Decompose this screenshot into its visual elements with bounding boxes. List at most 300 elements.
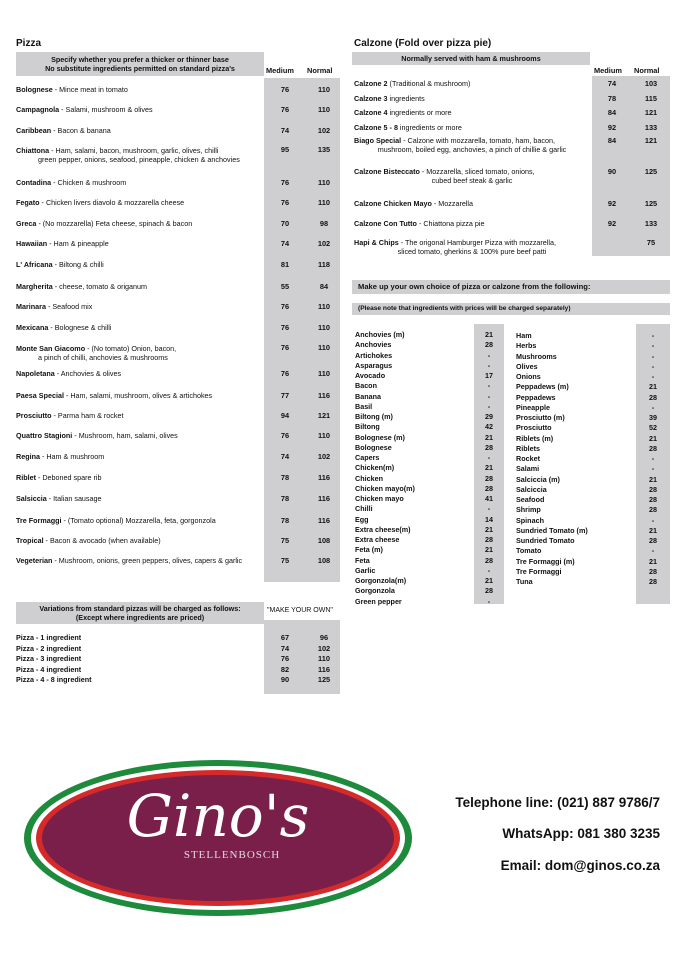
- pizza-item-desc: - Biltong & chilli: [52, 260, 104, 269]
- calzone-item: [354, 199, 590, 208]
- ingredient-name: Onions: [516, 372, 541, 381]
- pizza-note-line1: Specify whether you prefer a thicker or thinner base: [51, 55, 229, 64]
- ingredient-name: Banana: [355, 391, 381, 401]
- variation-normal-price: 110: [318, 654, 330, 663]
- pizza-item-medium-price: 74: [280, 452, 290, 461]
- variation-medium-price: 74: [280, 643, 290, 653]
- ingredient-price: -: [487, 565, 491, 575]
- pizza-item-name: Mexicana: [16, 323, 49, 332]
- pizza-item: [16, 473, 262, 482]
- calzone-title: Calzone (Fold over pizza pie): [354, 38, 492, 49]
- pizza-item-name: Caribbean: [16, 126, 52, 135]
- ingredient-price: -: [651, 454, 655, 463]
- pizza-item-medium-price: 81: [280, 260, 290, 269]
- pizza-col-medium: Medium: [266, 66, 294, 75]
- ingredient-price: 39: [649, 413, 657, 422]
- pizza-item-desc: - Deboned spare rib: [35, 473, 102, 482]
- calzone-item-normal-price: 125: [644, 167, 658, 176]
- pizza-item: [16, 516, 262, 525]
- ingredient-name: Tre Formaggi (m): [516, 556, 575, 566]
- pizza-item-medium-price: 76: [280, 343, 290, 352]
- pizza-item-medium-price: 76: [280, 105, 290, 114]
- calzone-item: [354, 219, 590, 228]
- pizza-item-name: Marinara: [16, 302, 46, 311]
- calzone-item-normal-price: 125: [644, 199, 658, 208]
- pizza-item-normal-price: 102: [317, 126, 331, 135]
- ingredient-price: -: [651, 372, 655, 381]
- pizza-item-normal-price: 110: [318, 323, 330, 332]
- ingredient-name: Mushrooms: [516, 351, 557, 361]
- ingredient-price: 28: [485, 483, 493, 493]
- pizza-item: [16, 452, 262, 461]
- calzone-item-name: Calzone 3: [354, 94, 388, 103]
- calzone-item: [354, 167, 590, 185]
- calzone-item-medium-price: 78: [607, 94, 617, 103]
- pizza-item-normal-price: 110: [318, 302, 330, 311]
- calzone-item: [354, 238, 590, 256]
- ingredient-name: Rocket: [516, 454, 540, 463]
- calzone-item: [354, 79, 590, 88]
- pizza-item-name: Tre Formaggi: [16, 516, 62, 525]
- pizza-item-normal-price: 84: [319, 282, 329, 291]
- ingredient-price: -: [487, 381, 491, 391]
- ingredient-price: -: [487, 453, 491, 462]
- pizza-item-desc: - Chicken & mushroom: [51, 178, 127, 187]
- calzone-item-desc: - Calzone with mozzarella, tomato, ham, bacon,: [401, 136, 555, 145]
- ingredient-price: 21: [485, 576, 493, 585]
- make-own-heading: Make up your own choice of pizza or calzone from the following:: [352, 280, 670, 294]
- pizza-item-desc: - Mince meat in tomato: [52, 85, 128, 94]
- ingredient-price: 21: [485, 463, 493, 473]
- variation-item: Pizza - 4 ingredient: [16, 664, 82, 674]
- variation-medium-price: 76: [280, 654, 290, 663]
- pizza-item-normal-price: 135: [317, 145, 331, 154]
- pizza-item-name: Contadina: [16, 178, 52, 187]
- pizza-item-desc: - Ham & mushroom: [39, 452, 105, 461]
- ingredient-name: Bolognese (m): [355, 432, 405, 442]
- calzone-item-name: Calzone Bisteccato: [354, 167, 420, 176]
- pizza-item-desc: - Ham, salami, mushroom, olives & artichokes: [63, 391, 213, 400]
- pizza-note-line2: No substitute ingredients permitted on standard pizza's: [45, 64, 235, 73]
- variation-normal-price: 125: [317, 675, 331, 684]
- pizza-item: [16, 411, 262, 420]
- calzone-item-desc: ingredients or more: [397, 123, 462, 132]
- pizza-item-normal-price: 116: [318, 391, 330, 400]
- ingredient-price: 42: [485, 422, 493, 432]
- ingredient-price: 28: [649, 495, 657, 504]
- ingredient-price: 28: [485, 340, 493, 350]
- pizza-item-desc: - (Tomato optional) Mozzarella, feta, gorgonzola: [61, 516, 216, 525]
- calzone-price-column-bg: [592, 76, 670, 256]
- pizza-item: [16, 198, 262, 207]
- pizza-item-normal-price: 110: [318, 343, 330, 352]
- ingredient-name: Tre Formaggi: [516, 566, 562, 576]
- ingredient-name: Prosciutto (m): [516, 413, 565, 422]
- pizza-item: [16, 85, 262, 94]
- variations-note: [16, 602, 264, 624]
- pizza-item-medium-price: 76: [280, 178, 290, 187]
- pizza-item-normal-price: 98: [319, 219, 329, 228]
- pizza-item: [16, 239, 262, 248]
- pizza-item-medium-price: 75: [280, 536, 290, 545]
- calzone-item-medium-price: 92: [607, 219, 617, 228]
- pizza-item-medium-price: 75: [280, 556, 290, 565]
- ingredient-name: Olives: [516, 361, 538, 371]
- ingredient-name: Gorgonzola: [355, 586, 395, 596]
- calzone-item-normal-price: 133: [644, 219, 658, 228]
- variation-item: Pizza - 1 ingredient: [16, 633, 82, 642]
- pizza-item-normal-price: 102: [317, 239, 331, 248]
- ingredient-name: Salami: [516, 464, 540, 474]
- ingredient-price: 21: [485, 524, 493, 534]
- ingredient-price: -: [487, 401, 491, 411]
- ingredient-name: Sundried Tomato (m): [516, 525, 588, 535]
- pizza-item-medium-price: 94: [280, 411, 290, 420]
- ingredient-name: Tomato: [516, 546, 542, 556]
- pizza-item-name: Tropical: [16, 536, 44, 545]
- ingredient-name: Chicken mayo(m): [355, 483, 415, 493]
- pizza-item: [16, 323, 262, 332]
- pizza-item-desc: - Seafood mix: [45, 302, 93, 311]
- pizza-item-desc: - cheese, tomato & origanum: [52, 282, 148, 291]
- ingredient-name: Garlic: [355, 565, 376, 575]
- calzone-item-desc: - The origonal Hamburger Pizza with mozzarella,: [398, 238, 556, 247]
- ingredient-name: Feta: [355, 555, 370, 565]
- ingredient-price: 17: [485, 371, 493, 380]
- ingredient-price: -: [651, 546, 655, 556]
- ingredient-price: 21: [649, 433, 657, 443]
- pizza-item-normal-price: 116: [318, 516, 330, 525]
- calzone-item-medium-price: 74: [607, 79, 617, 88]
- variation-medium-price: 90: [280, 675, 290, 684]
- ingredient-name: Salciccia: [516, 484, 547, 494]
- variation-medium-price: 67: [280, 633, 290, 642]
- pizza-item-name: Hawaiian: [16, 239, 48, 248]
- ingredient-name: Prosciutto: [516, 423, 552, 433]
- variation-item: Pizza - 2 ingredient: [16, 643, 82, 653]
- ingredient-price: -: [651, 331, 655, 340]
- pizza-item-normal-price: 110: [318, 178, 330, 187]
- pizza-item-medium-price: 76: [280, 369, 290, 378]
- pizza-item-desc: - Mushroom, onions, green peppers, olives, capers & garlic: [52, 556, 243, 565]
- ingredient-name: Bacon: [355, 381, 377, 391]
- variation-normal-price: 102: [317, 643, 331, 653]
- pizza-item-desc2: green pepper, onions, seafood, pineapple, chicken & anchovies: [38, 155, 240, 164]
- pizza-item-desc: - Anchovies & olives: [54, 369, 122, 378]
- pizza-item-desc: - (No tomato) Onion, bacon,: [85, 344, 177, 353]
- calzone-item-desc: ingredients: [387, 94, 425, 103]
- ingredient-price: -: [487, 350, 491, 360]
- pizza-item: [16, 494, 262, 503]
- pizza-item-normal-price: 116: [318, 494, 330, 503]
- ingredient-name: Riblets: [516, 443, 540, 453]
- make-own-note: (Please note that ingredients with prices will be charged separately): [352, 303, 670, 315]
- pizza-item-desc: - Ham & pineapple: [47, 239, 109, 248]
- ingredient-price: 28: [649, 484, 657, 494]
- pizza-item: [16, 282, 262, 291]
- calzone-item: [354, 123, 590, 132]
- ingredient-name: Pineapple: [516, 402, 550, 412]
- pizza-item-normal-price: 118: [318, 260, 330, 269]
- pizza-item-desc: - Salami, mushroom & olives: [59, 105, 153, 114]
- contact-email: Email: dom@ginos.co.za: [500, 858, 660, 873]
- contact-whatsapp: WhatsApp: 081 380 3235: [502, 826, 660, 841]
- pizza-item-name: Fegato: [16, 198, 40, 207]
- ingredient-price: 14: [485, 514, 493, 524]
- ingredient-name: Biltong (m): [355, 412, 393, 421]
- ingredient-name: Peppadews (m): [516, 382, 569, 392]
- pizza-item-medium-price: 78: [280, 494, 290, 503]
- variation-item: Pizza - 4 - 8 ingredient: [16, 675, 92, 684]
- pizza-item: [16, 431, 262, 440]
- pizza-item: [16, 344, 262, 362]
- pizza-item-normal-price: 110: [318, 85, 330, 94]
- ingredient-name: Shrimp: [516, 505, 541, 515]
- pizza-item-medium-price: 76: [280, 323, 290, 332]
- pizza-item-name: Napoletana: [16, 369, 55, 378]
- pizza-item-name: L' Africana: [16, 260, 53, 269]
- pizza-item-desc: - Bacon & banana: [51, 126, 111, 135]
- calzone-item-desc: ingredients or more: [387, 108, 452, 117]
- calzone-item-desc: (Traditional & mushroom): [387, 79, 471, 88]
- calzone-item-medium-price: 84: [607, 108, 617, 117]
- contact-phone: Telephone line: (021) 887 9786/7: [455, 795, 660, 810]
- pizza-item-normal-price: 110: [318, 431, 330, 440]
- pizza-item-normal-price: 108: [317, 536, 331, 545]
- ingredient-price: -: [487, 391, 491, 401]
- ingredient-name: Basil: [355, 401, 373, 411]
- ingredient-price: 21: [649, 382, 657, 392]
- pizza-item-medium-price: 76: [280, 198, 290, 207]
- ingredient-price: 28: [649, 443, 657, 453]
- pizza-item-medium-price: 76: [280, 85, 290, 94]
- pizza-item-normal-price: 110: [318, 369, 330, 378]
- ingredient-name: Chicken: [355, 473, 383, 483]
- pizza-item-name: Margherita: [16, 282, 53, 291]
- calzone-item-desc2: sliced tomato, gherkins & 100% pure beef patti: [397, 247, 547, 256]
- logo-script-text: Gino's: [126, 782, 310, 850]
- pizza-item-desc2: a pinch of chilli, anchovies & mushrooms: [38, 353, 168, 362]
- variations-line2: (Except where ingredients are priced): [75, 613, 205, 622]
- calzone-item-normal-price: 121: [644, 136, 658, 145]
- pizza-item-medium-price: 74: [280, 126, 290, 135]
- pizza-item-medium-price: 55: [280, 282, 290, 291]
- pizza-item-medium-price: 78: [280, 516, 290, 525]
- pizza-item-desc: - Bolognese & chilli: [48, 323, 112, 332]
- pizza-col-normal: Normal: [307, 66, 333, 75]
- pizza-item-name: Vegeterian: [16, 556, 53, 565]
- ingredient-price: 29: [485, 412, 493, 421]
- calzone-item-normal-price: 75: [646, 238, 656, 247]
- calzone-item-desc2: mushroom, boiled egg, anchovies, a pinch of chillie & garlic: [377, 145, 567, 154]
- pizza-item-name: Paesa Special: [16, 391, 64, 400]
- ingredient-name: Anchovies (m): [355, 330, 405, 339]
- ingredient-name: Chicken(m): [355, 463, 395, 473]
- pizza-item: [16, 260, 262, 269]
- calzone-item-normal-price: 115: [645, 94, 657, 103]
- ingredient-name: Capers: [355, 453, 380, 462]
- ingredient-price: 21: [485, 330, 493, 339]
- pizza-item-desc: - Ham, salami, bacon, mushroom, garlic, olives, chilli: [49, 146, 219, 155]
- ingredient-price: 28: [485, 586, 493, 596]
- pizza-item-normal-price: 116: [318, 473, 330, 482]
- pizza-item-medium-price: 76: [280, 431, 290, 440]
- variation-normal-price: 116: [318, 664, 330, 674]
- pizza-item: [16, 536, 262, 545]
- calzone-item-desc: - Chiattona pizza pie: [416, 219, 485, 228]
- variation-normal-price: 96: [319, 633, 329, 642]
- pizza-item-name: Quattro Stagioni: [16, 431, 73, 440]
- ingredient-name: Egg: [355, 514, 369, 524]
- calzone-item-name: Calzone Con Tutto: [354, 219, 417, 228]
- ingredient-price: 21: [485, 545, 493, 555]
- ingredient-price: -: [651, 402, 655, 412]
- ingredient-name: Extra cheese: [355, 535, 400, 544]
- pizza-item-normal-price: 110: [318, 105, 330, 114]
- ingredient-price: -: [487, 360, 491, 370]
- calzone-item-name: Biago Special: [354, 136, 402, 145]
- logo-sub-text: STELLENBOSCH: [183, 849, 281, 861]
- ingredient-name: Gorgonzola(m): [355, 576, 407, 585]
- ingredient-name: Ham: [516, 331, 532, 340]
- ingredient-price: -: [651, 464, 655, 474]
- pizza-item-normal-price: 102: [317, 452, 331, 461]
- pizza-item: [16, 219, 262, 228]
- calzone-col-normal: Normal: [634, 66, 660, 75]
- pizza-item-name: Riblet: [16, 473, 36, 482]
- pizza-item-normal-price: 108: [317, 556, 331, 565]
- ingredient-name: Riblets (m): [516, 433, 554, 443]
- calzone-note: Normally served with ham & mushrooms: [352, 52, 590, 65]
- pizza-item-name: Salsiccia: [16, 494, 47, 503]
- ingredient-name: Artichokes: [355, 350, 393, 360]
- pizza-item: [16, 146, 262, 164]
- pizza-item-desc: - Italian sausage: [46, 494, 102, 503]
- ingredient-name: Seafood: [516, 495, 545, 504]
- calzone-item: [354, 108, 590, 117]
- ingredient-price: 28: [485, 555, 493, 565]
- calzone-item-name: Calzone 2: [354, 79, 388, 88]
- calzone-item-normal-price: 121: [644, 108, 658, 117]
- ingredient-price: 28: [649, 566, 657, 576]
- ingredient-name: Asparagus: [355, 360, 393, 370]
- ingredient-price: 28: [649, 536, 657, 545]
- ingredient-price: 28: [649, 392, 657, 402]
- pizza-item-desc: - Chicken livers diavolo & mozzarella cheese: [39, 198, 185, 207]
- calzone-item-name: Calzone 5 - 8: [354, 123, 398, 132]
- calzone-item-normal-price: 103: [644, 79, 658, 88]
- pizza-note: [16, 52, 264, 76]
- ingredient-price: 41: [485, 494, 493, 503]
- calzone-item-name: Hapi & Chips: [354, 238, 399, 247]
- ingredient-price: -: [487, 504, 491, 514]
- calzone-item-medium-price: 84: [607, 136, 617, 145]
- pizza-item: [16, 302, 262, 311]
- pizza-item-desc: - (No mozzarella) Feta cheese, spinach & bacon: [36, 219, 193, 228]
- ingredient-name: Feta (m): [355, 545, 383, 555]
- pizza-item-name: Monte San Giacomo: [16, 344, 86, 353]
- pizza-item-name: Regina: [16, 452, 40, 461]
- pizza-item: [16, 556, 262, 565]
- calzone-item-medium-price: 92: [607, 199, 617, 208]
- ingredient-price: 52: [649, 423, 657, 433]
- variation-medium-price: 82: [280, 664, 290, 674]
- ingredient-price: -: [651, 515, 655, 525]
- ingredient-name: Herbs: [516, 341, 537, 351]
- calzone-item-name: Calzone Chicken Mayo: [354, 199, 432, 208]
- ingredient-price: 28: [649, 577, 657, 586]
- pizza-item-medium-price: 70: [280, 219, 290, 228]
- calzone-item-medium-price: 90: [607, 167, 617, 176]
- ingredient-price: -: [651, 341, 655, 351]
- pizza-item-desc: - Mushroom, ham, salami, olives: [72, 431, 178, 440]
- pizza-item-normal-price: 110: [318, 198, 330, 207]
- ingredient-price: 28: [485, 535, 493, 544]
- ingredient-name: Chilli: [355, 504, 373, 514]
- ingredient-price: 28: [485, 473, 493, 483]
- ingredient-name: Bolognese: [355, 442, 392, 452]
- pizza-item-medium-price: 77: [280, 391, 290, 400]
- calzone-item-medium-price: 92: [607, 123, 617, 132]
- pizza-item-normal-price: 121: [317, 411, 331, 420]
- ingredient-price: -: [487, 596, 491, 606]
- ingredient-name: Sundried Tomato: [516, 536, 575, 545]
- calzone-item: [354, 94, 590, 103]
- ginos-logo: [22, 758, 414, 918]
- pizza-item: [16, 369, 262, 378]
- ingredient-name: Tuna: [516, 577, 533, 586]
- ingredient-name: Green pepper: [355, 596, 402, 606]
- ingredient-name: Avocado: [355, 371, 386, 380]
- pizza-item-medium-price: 95: [280, 145, 290, 154]
- calzone-col-medium: Medium: [594, 66, 622, 75]
- pizza-item-name: Campagnola: [16, 105, 60, 114]
- pizza-item-name: Greca: [16, 219, 37, 228]
- ingredient-price: 21: [649, 525, 657, 535]
- variations-line1: Variations from standard pizzas will be charged as follows:: [39, 604, 241, 613]
- ingredient-price: -: [651, 351, 655, 361]
- pizza-item: [16, 105, 262, 114]
- ingredient-price: 28: [649, 505, 657, 515]
- calzone-item-normal-price: 133: [644, 123, 658, 132]
- ingredient-price: 28: [485, 442, 493, 452]
- ingredient-price: 21: [649, 556, 657, 566]
- ingredient-name: Biltong: [355, 422, 380, 432]
- pizza-item: [16, 178, 262, 187]
- calzone-item-name: Calzone 4: [354, 108, 388, 117]
- calzone-item-desc2: cubed beef steak & garlic: [431, 176, 513, 185]
- pizza-item-name: Chiattona: [16, 146, 50, 155]
- pizza-item-medium-price: 78: [280, 473, 290, 482]
- make-your-own-label: "MAKE YOUR OWN": [267, 607, 333, 614]
- ingredient-name: Chicken mayo: [355, 494, 404, 503]
- pizza-item-medium-price: 74: [280, 239, 290, 248]
- pizza-item-name: Prosciutto: [16, 411, 52, 420]
- variation-item: Pizza - 3 ingredient: [16, 654, 82, 663]
- pizza-item: [16, 126, 262, 135]
- ingredient-name: Peppadews: [516, 392, 556, 402]
- pizza-item-desc: - Parma ham & rocket: [51, 411, 124, 420]
- ingredient-name: Salciccia (m): [516, 474, 560, 484]
- ingredient-name: Extra cheese(m): [355, 524, 411, 534]
- ingredient-price: 21: [485, 432, 493, 442]
- pizza-item-name: Bolognese: [16, 85, 53, 94]
- ingredient-price: 21: [649, 474, 657, 484]
- ingredient-name: Anchovies: [355, 340, 392, 350]
- calzone-item-desc: - Mozzarella: [431, 199, 474, 208]
- pizza-item-desc: - Bacon & avocado (when available): [43, 536, 161, 545]
- pizza-title: Pizza: [16, 38, 42, 49]
